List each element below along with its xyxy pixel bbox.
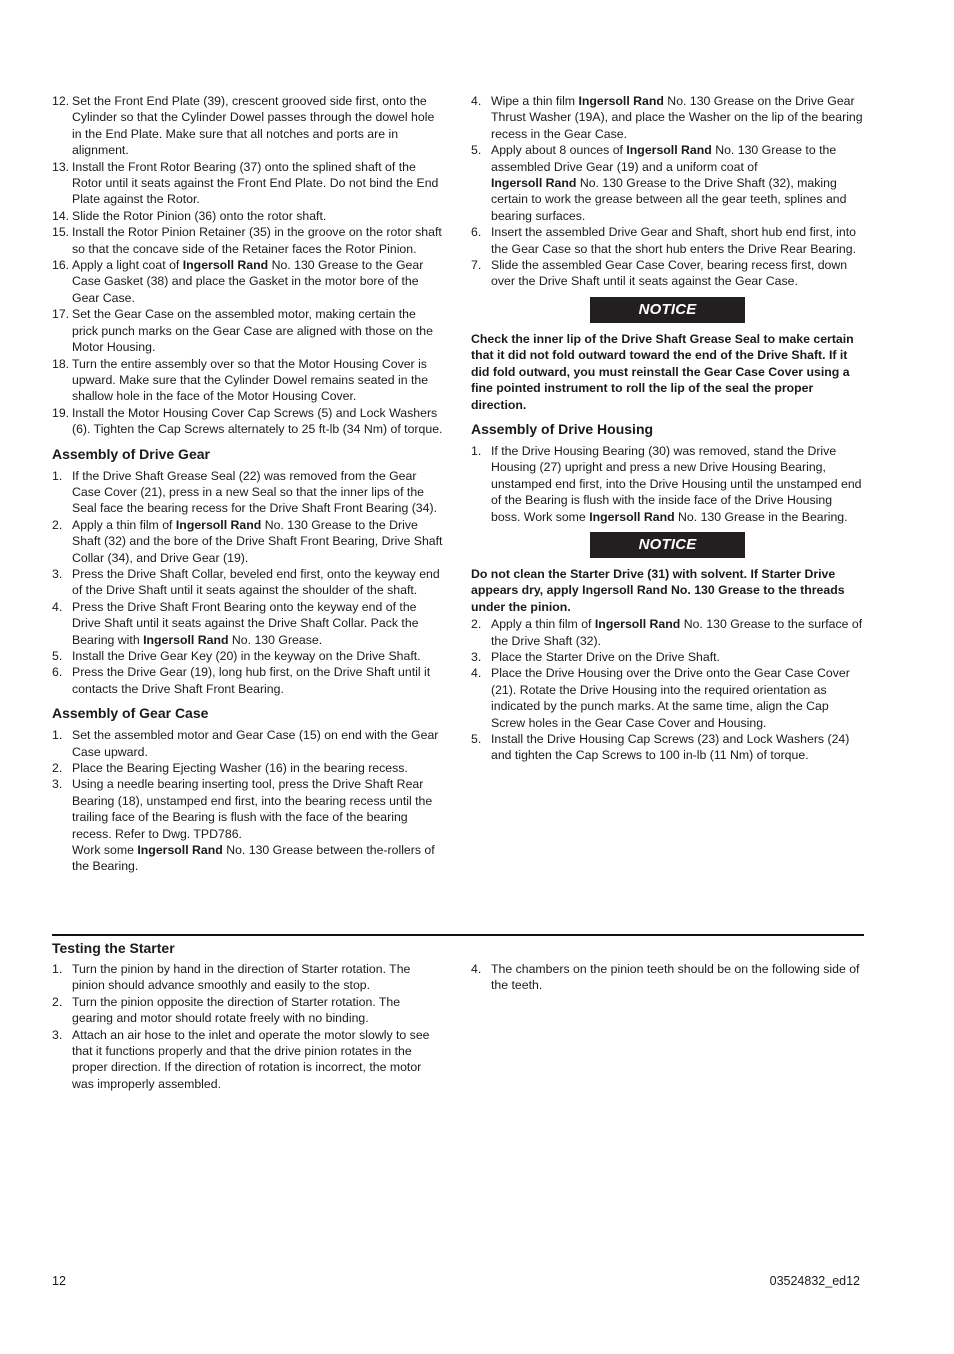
brand-name: Ingersoll Rand <box>594 617 681 632</box>
list-item: 1. Set the assembled motor and Gear Case (15) on end with the Gear Case upward. <box>52 728 439 759</box>
list-item: 17. Set the Gear Case on the assembled motor, making certain the prick punch marks on the Gear Case are aligned with those on the Motor Housing. <box>52 307 433 355</box>
brand-name: Ingersoll Rand <box>182 258 269 273</box>
drive-housing-steps <box>471 443 864 525</box>
document-code: 03524832_ed12 <box>769 1274 860 1288</box>
list-item: 7. Slide the assembled Gear Case Cover, bearing recess first, down over the Drive Shaft until it seats against the Gear Case. <box>471 258 848 289</box>
testing-left-column <box>52 961 444 1092</box>
list-item: 18. Turn the entire assembly over so that the Motor Housing Cover is upward. Make sure that the Cylinder Dowel remains seated in the shallow hole in the face of the Motor Housing Cover. <box>52 356 429 404</box>
gear-case-continued-steps <box>471 93 864 290</box>
brand-name: Ingersoll Rand <box>143 632 229 647</box>
list-item: 3. Place the Starter Drive on the Drive Shaft. <box>471 649 720 664</box>
list-item: 2. Apply a thin film of Ingersoll Rand No. 130 Grease to the Drive Shaft (32) and the bore of the Drive Shaft Front Bearing, Drive Shaft Collar (34), and Drive Gear (19). <box>52 517 443 565</box>
list-item: 1. If the Drive Shaft Grease Seal (22) was removed from the Gear Case Cover (21), press in a new Seal so that the inner lips of the Seal face the bearing recess for the Drive Shaft Front Bearing (34). <box>52 468 437 516</box>
list-item: 19. Install the Motor Housing Cover Cap Screws (5) and Lock Washers (6). Tighten the Cap Screws alternately to 25 ft-lb (34 Nm) of torque. <box>52 405 443 437</box>
notice-text: Do not clean the Starter Drive (31) with solvent. If Starter Drive appears dry, apply Ingersoll Rand No. 130 Grease to the threads under the pinion. <box>471 566 845 614</box>
list-item: 1. Turn the pinion by hand in the direction of Starter rotation. The pinion should advance smoothly and easily to the stop. <box>52 962 411 993</box>
list-item: 4. Press the Drive Shaft Front Bearing onto the keyway end of the Drive Shaft until it seats against the Drive Shaft Collar. Pack the Bearing with Ingersoll Rand No. 130 Grease. <box>52 599 419 647</box>
section-heading-gear-case: Assembly of Gear Case <box>52 705 209 722</box>
list-item: 13. Install the Front Rotor Bearing (37) onto the splined shaft of the Rotor until it seats against the Front End Plate. Do not bind the End Plate against the Rotor. <box>52 159 439 207</box>
drive-housing-steps-continued <box>471 616 864 764</box>
list-item: 5. Install the Drive Gear Key (20) in the keyway on the Drive Shaft. <box>52 649 421 663</box>
testing-steps <box>52 961 444 1092</box>
list-item: 1. If the Drive Housing Bearing (30) was removed, stand the Drive Housing (27) upright and press a new Drive Housing Bearing, unstamped end first, into the Drive Housing until the unstamped end of the Bearing is flush with the inside face of the Drive Housing boss. Work some Ingersoll Rand No. 130 Grease in the Bearing. <box>471 443 862 524</box>
section-divider <box>52 934 864 936</box>
brand-name: Ingersoll Rand <box>137 843 223 858</box>
section-heading-drive-gear: Assembly of Drive Gear <box>52 445 210 462</box>
brand-name: Ingersoll Rand <box>175 517 262 532</box>
list-item: 16. Apply a light coat of Ingersoll Rand No. 130 Grease to the Gear Case Gasket (38) and place the Gasket in the motor bore of the Gear Case. <box>52 258 424 305</box>
list-item: 2. Apply a thin film of Ingersoll Rand No. 130 Grease to the surface of the Drive Shaft (32). <box>471 617 863 648</box>
brand-name: Ingersoll Rand <box>589 509 675 524</box>
notice-text: Check the inner lip of the Drive Shaft Grease Seal to make certain that it did not fold outward toward the end of the Drive Shaft. If it did fold outward, you must reinstall the Gear Case Cover using a fine pointed instrument to roll the lip of the seal the proper direction. <box>471 331 854 412</box>
list-item: 3. Using a needle bearing inserting tool, press the Drive Shaft Rear Bearing (18), unstamped end first, into the bearing recess until the trailing face of the Bearing is flush with the face of the bearing recess. Refer to Dwg. TPD786. Work some Ingersoll Rand No. 130 Grease between the-rollers of the Bearing. <box>52 777 435 874</box>
motor-assembly-steps <box>52 93 444 438</box>
list-item: 3. Press the Drive Shaft Collar, beveled end first, onto the keyway end of the Drive Shaft until it seats against the shoulder of the shaft. <box>52 566 440 598</box>
brand-name: Ingersoll Rand <box>578 94 664 108</box>
notice-badge: NOTICE <box>590 297 745 323</box>
notice-badge: NOTICE <box>590 532 745 558</box>
list-item: 4. Place the Drive Housing over the Drive onto the Gear Case Cover (21). Rotate the Drive Housing into the required orientation as indicated by the punch marks. At the same time, align the Cap Screw holes in the Gear Case Cover and Housing. <box>471 666 850 730</box>
list-item: 4. Wipe a thin film Ingersoll Rand No. 130 Grease on the Drive Gear Thrust Washer (19A), and place the Washer on the lip of the bearing recess in the Gear Case. <box>471 94 863 141</box>
list-item: 15. Install the Rotor Pinion Retainer (35) in the groove on the rotor shaft so that the concave side of the Retainer faces the Rotor Pinion. <box>52 225 442 256</box>
list-item: 5. Install the Drive Housing Cap Screws (23) and Lock Washers (24) and tighten the Cap Screws to 100 in-lb (11 Nm) of torque. <box>471 732 850 763</box>
drive-gear-steps <box>52 468 444 698</box>
list-item: 14. Slide the Rotor Pinion (36) onto the rotor shaft. <box>52 208 327 223</box>
brand-name: Ingersoll Rand <box>491 176 577 191</box>
list-item: 2. Turn the pinion opposite the direction of Starter rotation. The gearing and motor should rotate freely with no binding. <box>52 994 401 1026</box>
gear-case-steps <box>52 727 444 875</box>
page-number: 12 <box>52 1274 66 1288</box>
right-column <box>471 93 864 764</box>
testing-steps-continued <box>471 961 864 994</box>
list-item: 5. Apply about 8 ounces of Ingersoll Rand No. 130 Grease to the assembled Drive Gear (19) and a uniform coat of Ingersoll Rand No. 130 Grease to the Drive Shaft (32), making certain to work the grease between all the gear teeth, splines and bearing surfaces. <box>471 143 847 223</box>
left-column <box>52 93 444 875</box>
list-item: 2. Place the Bearing Ejecting Washer (16) in the bearing recess. <box>52 761 408 776</box>
list-item: 3. Attach an air hose to the inlet and operate the motor slowly to see that it functions properly and that the drive pinion rotates in the proper direction. If the direction of rotation is incorrect, the motor was improperly assembled. <box>52 1027 430 1091</box>
testing-right-column <box>471 961 864 994</box>
testing-section <box>52 939 864 1091</box>
brand-name: Ingersoll Rand <box>626 143 712 158</box>
list-item: 12. Set the Front End Plate (39), crescent grooved side first, onto the Cylinder so that the Cylinder Dowel passes through the dowel hole in the End Plate. Make sure that all notches and ports are in alignment. <box>52 94 435 158</box>
section-heading-testing: Testing the Starter <box>52 940 175 956</box>
section-heading-drive-housing: Assembly of Drive Housing <box>471 420 654 437</box>
list-item: 4. The chambers on the pinion teeth should be on the following side of the teeth. <box>471 962 860 993</box>
list-item: 6. Press the Drive Gear (19), long hub first, on the Drive Shaft until it contacts the Drive Shaft Front Bearing. <box>52 665 431 696</box>
list-item: 6. Insert the assembled Drive Gear and Shaft, short hub end first, into the Gear Case so that the short hub enters the Drive Rear Bearing. <box>471 225 857 256</box>
